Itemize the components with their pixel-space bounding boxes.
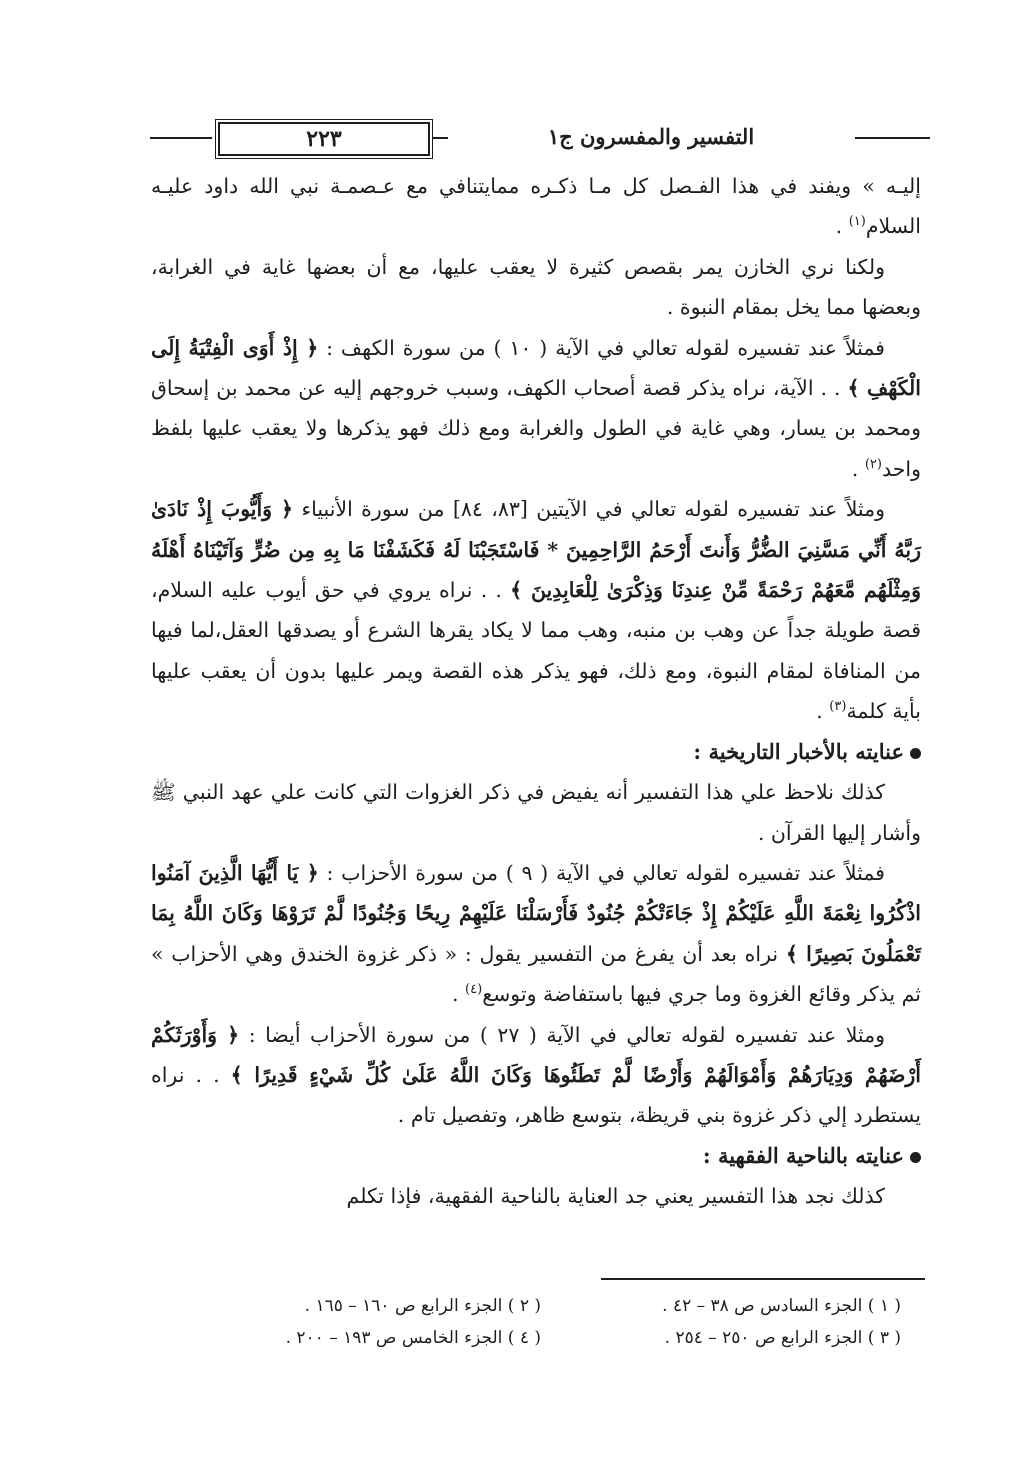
paragraph-text: كذلك نجد هذا التفسير يعني جد العناية بالناحية الفقهية، فإذا تكلم [346,1184,885,1209]
paragraph-text: ومثلا عند تفسيره لقوله تعالي في الآية ( ٢٧ ) من سورة الأحزاب أيضا : [248,1022,885,1047]
quran-verse: ﴿ إِذْ أَوَى الْفِتْيَةُ إِلَى الْكَهْفِ ﴾ [151,335,921,401]
footnotes [181,1290,901,1354]
paragraph-text: فمثلاً عند تفسيره لقوله تعالي في الآية ( ٩ ) من سورة الأحزاب : [326,860,885,885]
quran-verse: ﴿ يَا أَيُّهَا الَّذِينَ آمَنُوا اذْكُرُوا نِعْمَةَ اللَّهِ عَلَيْكُمْ إِذْ جَاءَتْكُمْ جُنُودٌ فَأَرْسَلْنَا عَلَيْهِمْ رِيحًا وَجُنُودًا لَّمْ تَرَوْهَا وَكَانَ اللَّهُ بِمَا تَعْمَلُونَ بَصِيرًا ﴾ [151,860,921,966]
header-rule [150,137,212,139]
paragraph: فمثلاً عند تفسيره لقوله تعالي في الآية ( ١٠ ) من سورة الكهف : ﴿ إِذْ أَوَى الْفِتْيَةُ إِلَى الْكَهْفِ ﴾ . . الآية، نراه يذكر قصة أصحاب الكهف، وسبب خروجهم إليه عن محمد بن إسحاق ومحمد بن يسار، وهي غاية في الطول والغرابة ومع ذلك فهو يذكرها ولا يعقب عليها بلفظ واحد$^{(٢)}$ . [151,335,921,481]
footnote: ( ٣ ) الجزء الرابع ص ٢٥٠ – ٢٥٤ . [664,1328,901,1348]
paragraph-text: ومثلاً عند تفسيره لقوله تعالي في الآيتين [٨٣، ٨٤] من سورة الأنبياء [301,497,885,522]
paragraph [151,772,921,853]
paragraph: ومثلاً عند تفسيره لقوله تعالي في الآيتين [٨٣، ٨٤] من سورة الأنبياء ﴿ وَأَيُّوبَ إِذْ نَادَىٰ رَبَّهُ أَنِّي مَسَّنِيَ الضُّرُّ وَأَنتَ أَرْحَمُ الرَّاحِمِينَ * فَاسْتَجَبْنَا لَهُ فَكَشَفْنَا مَا بِهِ مِن ضُرٍّ وَآتَيْنَاهُ أَهْلَهُ وَمِثْلَهُم مَّعَهُمْ رَحْمَةً مِّنْ عِندِنَا وَذِكْرَىٰ لِلْعَابِدِينَ ﴾ . . نراه يروي في حق أيوب عليه السلام، قصة طويلة جداً عن وهب بن منبه، وهب مما لا يكاد يقرها الشرع أو يصدقها العقل،لما فيها من المنافاة لمقام النبوة، ومع ذلك، فهو يذكر هذه القصة ويمر عليها بدون أن يعقب عليها بأية كلمة$^{(٣)}$ . [151,497,921,724]
paragraph-text: . . نراه يروي في حق أيوب عليه السلام، قصة طويلة جداً عن وهب بن منبه، وهب مما لا يكاد يقرها الشرع أو يصدقها العقل،لما فيها من المنافاة لمقام النبوة، ومع ذلك، فهو يذكر هذه القصة ويمر عليها بدون أن يعقب عليها بأية كلمة [151,578,921,724]
footnote-separator [601,1278,925,1280]
footnote-row [181,1322,901,1354]
page-header [150,118,930,158]
paragraph [151,1176,921,1216]
paragraph: فمثلاً عند تفسيره لقوله تعالي في الآية ( ٩ ) من سورة الأحزاب : ﴿ يَا أَيُّهَا الَّذِينَ آمَنُوا اذْكُرُوا نِعْمَةَ اللَّهِ عَلَيْكُمْ إِذْ جَاءَتْكُمْ جُنُودٌ فَأَرْسَلْنَا عَلَيْهِمْ رِيحًا وَجُنُودًا لَّمْ تَرَوْهَا وَكَانَ اللَّهُ بِمَا تَعْمَلُونَ بَصِيرًا ﴾ نراه بعد أن يفرغ من التفسير يقول : « ذكر غزوة الخندق وهي الأحزاب » ثم يذكر وقائع الغزوة وما جري فيها باستفاضة وتوسع$^{(٤)}$ . [151,860,921,1007]
running-title: التفسير والمفسرون ج١ [547,124,755,149]
footnote-ref: (٢) [864,457,882,473]
footnote-row [181,1290,901,1322]
paragraph [151,247,921,328]
quran-verse: ﴿ وَأَوْرَثَكُمْ أَرْضَهُمْ وَدِيَارَهُمْ وَأَمْوَالَهُمْ وَأَرْضًا لَّمْ تَطَئُوهَا وَكَانَ اللَّهُ عَلَىٰ كُلِّ شَيْءٍ قَدِيرًا ﴾ [151,1022,921,1087]
footnote-ref: (٤) [465,982,483,998]
paragraph: إليـه » ويفند في هذا الفـصل كل مـا ذكـره ممايتنافي مع عـصمـة نبي الله داود عليـه السلام$^{(١)}$ . [151,174,921,239]
footnote: ( ٤ ) الجزء الخامس ص ١٩٣ – ٢٠٠ . [285,1328,541,1348]
section-heading [151,1136,921,1176]
header-rule [432,137,448,139]
paragraph-text: فمثلاً عند تفسيره لقوله تعالي في الآية ( ١٠ ) من سورة الكهف : [326,335,885,360]
paragraph-text: كذلك نلاحظ علي هذا التفسير أنه يفيض في ذكر الغزوات التي كانت علي عهد النبي ﷺ وأشار إليها القرآن . [151,780,921,845]
footnote: ( ٢ ) الجزء الرابع ص ١٦٠ – ١٦٥ . [304,1296,541,1316]
paragraph-text: نراه بعد أن يفرغ من التفسير يقول : « ذكر غزوة الخندق وهي الأحزاب » ثم يذكر وقائع الغزوة وما جري فيها باستفاضة وتوسع [151,941,921,1007]
page-number: ٢٢٣ [218,122,430,156]
section-heading-text: عنايته بالأخبار التاريخية : [693,738,904,764]
paragraph-text: إليـه » ويفند في هذا الفـصل كل مـا ذكـره ممايتنافي مع عـصمـة نبي الله داود عليـه السلام [151,174,921,239]
footnote-ref: (٣) [829,699,847,715]
body-text [151,166,921,1217]
bullet-icon [910,1152,921,1163]
paragraph [151,1015,921,1136]
quran-verse: ﴿ وَأَيُّوبَ إِذْ نَادَىٰ رَبَّهُ أَنِّي مَسَّنِيَ الضُّرُّ وَأَنتَ أَرْحَمُ الرَّاحِمِينَ * فَاسْتَجَبْنَا لَهُ فَكَشَفْنَا مَا بِهِ مِن ضُرٍّ وَآتَيْنَاهُ أَهْلَهُ وَمِثْلَهُم مَّعَهُمْ رَحْمَةً مِّنْ عِندِنَا وَذِكْرَىٰ لِلْعَابِدِينَ ﴾ [151,497,921,603]
paragraph-text: ولكنا نري الخازن يمر بقصص كثيرة لا يعقب عليها، مع أن بعضها غاية في الغرابة، وبعضها مما يخل بمقام النبوة . [151,254,921,320]
footnote-ref: (١) [848,214,866,230]
footnote: ( ١ ) الجزء السادس ص ٣٨ – ٤٢ . [662,1296,901,1316]
header-rule [855,137,930,139]
section-heading [151,732,921,772]
paragraph-text: . . نراه يستطرد إلي ذكر غزوة بني قريظة، بتوسع ظاهر، وتفصيل تام . [151,1062,921,1128]
bullet-icon [910,748,921,759]
section-heading-text: عنايته بالناحية الفقهية : [702,1142,904,1168]
paragraph-text: . . الآية، نراه يذكر قصة أصحاب الكهف، وسبب خروجهم إليه عن محمد بن إسحاق ومحمد بن يسار، وهي غاية في الطول والغرابة ومع ذلك فهو يذكرها ولا يعقب عليها بلفظ واحد [151,376,921,481]
